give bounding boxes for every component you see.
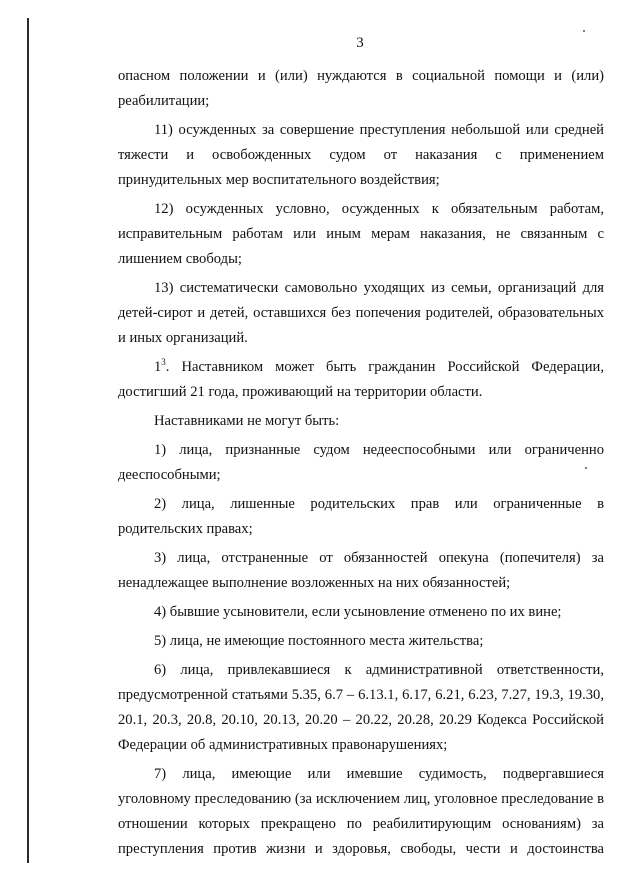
text-line: достигший 21 года, проживающий на территории области. [118, 384, 483, 400]
text-line: и иных организаций. [118, 330, 248, 346]
text-line: уголовному преследованию (за исключением лиц, уголовное преследование в [118, 791, 604, 807]
list-item-12 [118, 197, 604, 272]
restriction-item-3 [118, 546, 604, 596]
text-line: 2) лица, лишенные родительских прав или ограниченные в [154, 496, 604, 512]
list-item-13 [118, 276, 604, 351]
text-line: родительских правах; [118, 521, 253, 537]
text-line: исправительным работам или иным мерам наказания, не связанным с [118, 226, 604, 242]
text-line: 6) лица, привлекавшиеся к административной ответственности, [154, 662, 604, 678]
section-superscript: 3 [161, 357, 166, 367]
text-line: принудительных мер воспитательного воздействия; [118, 172, 440, 188]
scan-edge-line [27, 18, 29, 863]
restriction-item-5 [118, 629, 604, 654]
text-line: ненадлежащее выполнение возложенных на них обязанностей; [118, 575, 511, 591]
paragraph-continuation [118, 64, 604, 114]
text-line: 20.1, 20.3, 20.8, 20.10, 20.13, 20.20 – 20.22, 20.28, 20.29 Кодекса Российской [118, 712, 604, 728]
text-line: 3) лица, отстраненные от обязанностей опекуна (попечителя) за [154, 550, 604, 566]
mentors-intro [118, 409, 604, 434]
text-line: 4) бывшие усыновители, если усыновление отменено по их вине; [154, 604, 562, 620]
text-line: предусмотренной статьями 5.35, 6.7 – 6.13.1, 6.17, 6.21, 6.23, 7.27, 19.3, 19.30, [118, 687, 604, 703]
text-line: 11) осужденных за совершение преступления небольшой или средней [154, 122, 604, 138]
text-line: тяжести и освобожденных судом от наказания с применением [118, 147, 604, 163]
list-item-11 [118, 118, 604, 193]
restriction-item-1 [118, 438, 604, 488]
scan-speck [583, 30, 585, 32]
text-line: лишением свободы; [118, 251, 242, 267]
text-line: отношении которых прекращено по реабилитирующим основаниям) за [118, 816, 604, 832]
text-line: опасном положении и (или) нуждаются в социальной помощи и (или) [118, 68, 604, 84]
text-line: реабилитации; [118, 93, 210, 109]
text-line: Федерации об административных правонарушениях; [118, 737, 448, 753]
text-line: преступления против жизни и здоровья, свободы, чести и достоинства [118, 841, 604, 857]
text-line: 13) систематически самовольно уходящих из семьи, организаций для [154, 280, 604, 296]
text-fragment: . Наставником может быть гражданин Российской Федерации, [165, 359, 604, 375]
text-line: Наставниками не могут быть: [154, 413, 340, 429]
text-line: 5) лица, не имеющие постоянного места жительства; [154, 633, 484, 649]
text-line: детей-сирот и детей, оставшихся без попечения родителей, образовательных [118, 305, 604, 321]
restriction-item-6 [118, 658, 604, 758]
document-body [118, 64, 604, 862]
text-line [118, 355, 604, 380]
text-line: дееспособными; [118, 467, 221, 483]
restriction-item-7 [118, 762, 604, 862]
restriction-item-2 [118, 492, 604, 542]
restriction-item-4 [118, 600, 604, 625]
text-line: 1) лица, признанные судом недееспособными или ограниченно [154, 442, 604, 458]
section-number: 1 [154, 359, 162, 375]
section-1-3 [118, 355, 604, 405]
text-line: 12) осужденных условно, осужденных к обязательным работам, [154, 201, 604, 217]
page-number: 3 [356, 35, 364, 51]
text-line: 7) лица, имеющие или имевшие судимость, подвергавшиеся [154, 766, 604, 782]
